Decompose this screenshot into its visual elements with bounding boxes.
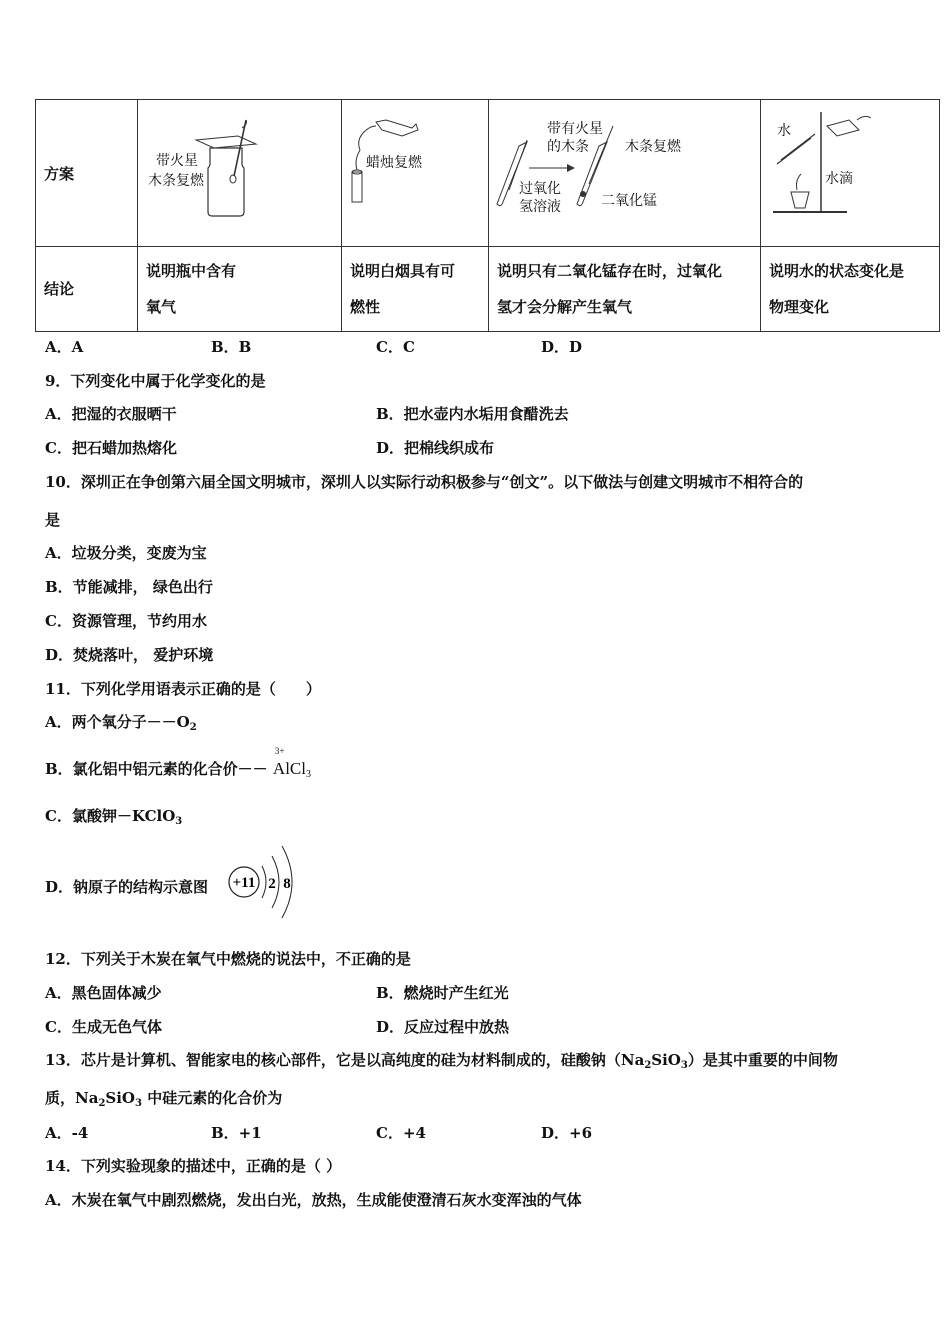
figure-label: 的木条 bbox=[547, 139, 589, 155]
q12-option-a[interactable]: A．黑色固体减少 bbox=[45, 984, 162, 1002]
q8-option-a[interactable]: A．A bbox=[45, 338, 84, 356]
q9-option-d[interactable]: D．把棉线织成布 bbox=[376, 439, 495, 457]
q12-stem: 12．下列关于木炭在氧气中燃烧的说法中，不正确的是 bbox=[45, 950, 411, 968]
aluminum-chloride-formula: 3+ AlCl$_3$ bbox=[272, 746, 311, 780]
q13-stem: 13．芯片是计算机、智能家电的核心部件，它是以高纯度的硅为材料制成的，硅酸钠$(Na_2SiO_3)$是其中重要的中间物 bbox=[45, 1051, 838, 1071]
figure-label: 木条复燃 bbox=[625, 139, 681, 155]
figure-label: 二氧化锰 bbox=[601, 193, 657, 209]
q11-stem: 11．下列化学用语表示正确的是（ ） bbox=[45, 680, 321, 698]
conclusion-cell: 说明只有二氧化锰存在时，过氧化 氢才会分解产生氧气 bbox=[489, 247, 761, 332]
q14-option-a[interactable]: A．木炭在氧气中剧烈燃烧，发出白光，放热，生成能使澄清石灰水变浑浊的气体 bbox=[45, 1191, 582, 1209]
q14-stem: 14．下列实验现象的描述中，正确的是（ ） bbox=[45, 1157, 342, 1175]
figure-label: 氢溶液 bbox=[519, 199, 561, 215]
q12-option-d[interactable]: D．反应过程中放热 bbox=[376, 1018, 510, 1036]
figure-label: 木条复燃 bbox=[148, 173, 204, 189]
figure-water-boiling bbox=[761, 100, 940, 247]
figure-label: 带有火星 bbox=[547, 121, 603, 137]
conclusion-cell: 说明水的状态变化是 物理变化 bbox=[761, 247, 940, 332]
q9-option-c[interactable]: C．把石蜡加热熔化 bbox=[45, 439, 177, 457]
q13-option-d[interactable]: D．+6 bbox=[541, 1124, 593, 1142]
q9-option-b[interactable]: B．把水壶内水垢用食醋洗去 bbox=[376, 405, 569, 423]
row-header-scheme: 方案 bbox=[36, 100, 138, 247]
conclusion-cell: 说明白烟具有可 燃性 bbox=[342, 247, 489, 332]
q10-option-d[interactable]: D．焚烧落叶， 爱护环境 bbox=[45, 646, 214, 664]
q13-option-a[interactable]: A．-4 bbox=[45, 1124, 89, 1142]
figure-test-tubes bbox=[489, 100, 761, 247]
q13-stem-cont: 质，$Na_2SiO_3$ 中硅元素的化合价为 bbox=[45, 1089, 283, 1109]
q13-option-b[interactable]: B．+1 bbox=[211, 1124, 262, 1142]
q11-option-c[interactable]: C．氯酸钾－KClO$_3$ bbox=[45, 807, 183, 827]
figure-oxygen-jar bbox=[138, 100, 342, 247]
experiment-table bbox=[35, 99, 940, 332]
figure-label: 水滴 bbox=[825, 171, 853, 187]
row-header-conclusion: 结论 bbox=[36, 247, 138, 332]
q11-option-d[interactable]: D．钠原子的结构示意图 bbox=[45, 878, 209, 896]
figure-candle bbox=[342, 100, 489, 247]
q12-option-b[interactable]: B．燃烧时产生红光 bbox=[376, 984, 509, 1002]
q10-option-a[interactable]: A．垃圾分类，变废为宝 bbox=[45, 544, 207, 562]
q11-option-a[interactable]: A．两个氧分子$--O_2$ bbox=[45, 713, 197, 733]
figure-label: 带火星 bbox=[156, 153, 198, 169]
q8-option-d[interactable]: D．D bbox=[541, 338, 583, 356]
q10-stem-cont: 是 bbox=[45, 511, 61, 529]
q10-option-b[interactable]: B．节能减排， 绿色出行 bbox=[45, 578, 213, 596]
figure-label: 蜡烛复燃 bbox=[366, 155, 422, 171]
atom-nucleus: +11 bbox=[232, 875, 256, 891]
sodium-atom-diagram bbox=[224, 840, 304, 924]
q9-stem: 9．下列变化中属于化学变化的是 bbox=[45, 372, 266, 390]
q10-stem: 10．深圳正在争创第六届全国文明城市，深圳人以实际行动积极参与“创文”。以下做法与创建文明城市不相符合的 bbox=[45, 473, 804, 491]
q10-option-c[interactable]: C．资源管理，节约用水 bbox=[45, 612, 207, 630]
q8-option-c[interactable]: C．C bbox=[376, 338, 415, 356]
q9-option-a[interactable]: A．把湿的衣服晒干 bbox=[45, 405, 177, 423]
figure-label: 过氧化 bbox=[519, 181, 561, 197]
q12-option-c[interactable]: C．生成无色气体 bbox=[45, 1018, 162, 1036]
atom-shell-2: 8 bbox=[283, 876, 291, 892]
atom-shell-1: 2 bbox=[268, 876, 276, 892]
conclusion-cell: 说明瓶中含有 氧气 bbox=[138, 247, 342, 332]
q13-option-c[interactable]: C．+4 bbox=[376, 1124, 426, 1142]
q11-option-b[interactable]: B．氯化铝中铝元素的化合价－－ 3+ AlCl$_3$ bbox=[45, 746, 311, 780]
figure-label: 水 bbox=[777, 123, 791, 139]
q8-option-b[interactable]: B．B bbox=[211, 338, 252, 356]
